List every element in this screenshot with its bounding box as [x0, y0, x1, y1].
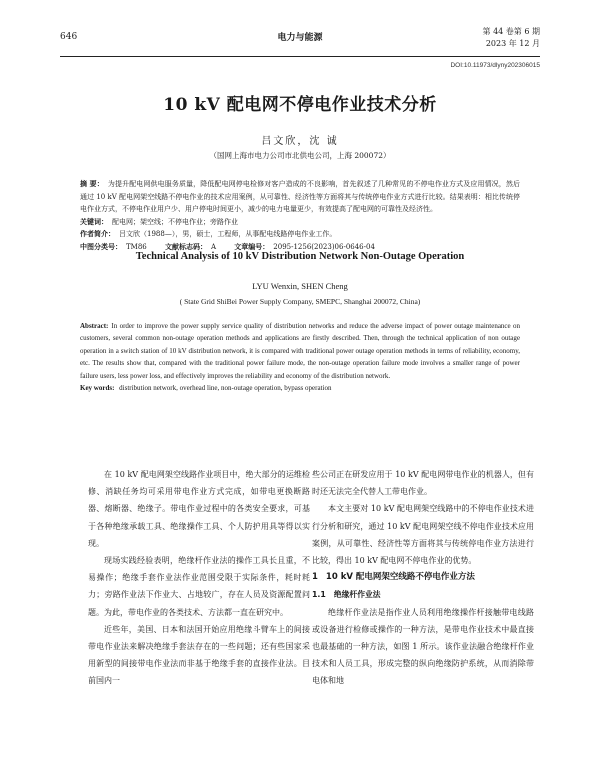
body-column-right [312, 466, 534, 690]
body-paragraph: 本文主要对 10 kV 配电网架空线路中的不停电作业技术进行分析和研究，通过 10 kV 配电网架空线不停电作业技术应用案例，从可靠性、经济性等方面将其与传统停电作业方法进行比较，得出 10 kV 配电网不停电作业的优势。 [312, 504, 534, 566]
section-heading [312, 569, 534, 586]
keywords-english [80, 382, 520, 394]
issue-date: 2023 年 12 月 [485, 39, 540, 48]
body-paragraph: 些公司正在研发应用于 10 kV 配电网带电作业的机器人，但有时还无法完全代替人工带电作业。 [312, 470, 534, 497]
authors-chinese: 吕文欣，沈 诚 [261, 136, 339, 147]
doc-code-item [165, 243, 216, 251]
body-paragraph: 近些年，美国、日本和法国开始应用绝缘斗臂车上的间接带电作业法来解决绝缘手套法存在的一些问题；还有些国家采用新型的间接带电作业法而非基于绝缘手套的直接作业法。目前国内一 [88, 624, 310, 686]
title-english: Technical Analysis of 10 kV Distribution Network Non-Outage Operation [135, 251, 465, 262]
clc-value: TM86 [126, 242, 147, 251]
body-paragraph: 绝缘杆作业法是指作业人员利用绝缘操作杆接触带电线路或设备进行检修或操作的一种方法，是带电作业技术中最直接也最基础的一种方法，如图 1 所示。该作业法融合绝缘杆作业技术和人员工具，形成完整的纵向绝缘防护系统，从而消除带电体和地 [312, 607, 534, 686]
subsection-heading [312, 586, 534, 603]
volume-issue: 第 44 卷第 6 期 [482, 27, 540, 36]
abstract-en-label: Abstract: [80, 322, 109, 330]
section-number: 1 [312, 572, 318, 583]
doi-link[interactable]: DOI:10.11973/dlyny202306015 [450, 62, 540, 69]
author-bio-label: 作者简介： [80, 230, 115, 239]
running-header [60, 26, 540, 56]
header-divider [60, 56, 540, 57]
journal-name: 电力与能源 [277, 33, 323, 43]
article-no-item [234, 243, 375, 251]
clc-item [80, 243, 147, 251]
article-no-label: 文章编号： [234, 242, 270, 251]
title-chinese: 10 kV 配电网不停电作业技术分析 [163, 95, 437, 115]
keywords-label: 关键词： [80, 217, 108, 226]
abstract-english [80, 320, 520, 394]
authors-english: LYU Wenxin, SHEN Cheng [252, 281, 348, 291]
doc-code-value: A [210, 242, 217, 251]
keywords-en-label: Key words: [80, 384, 115, 393]
author-bio [80, 228, 520, 241]
body-paragraph: 在 10 kV 配电网架空线路作业项目中，绝大部分的运维检修、消缺任务均可采用带电作业方式完成，如带电更换断路器、熔断器、绝缘子。带电作业过程中的各类安全要求，可基于各种绝缘承载工具、绝缘操作工具、个人防护用具等得以实现。 [88, 470, 310, 548]
doc-code-label: 文献标志码： [164, 242, 207, 251]
volume-info [483, 26, 540, 50]
body-paragraph: 现场实践经验表明，绝缘杆作业法的操作工具长且重，不易操作；绝缘手套作业法作业范围受限于实际条件，耗时耗力；旁路作业法下作业大、占地较广，存在人员及资源配置问题。为此，带电作业的各类技术、方法都一直在研究中。 [88, 556, 310, 617]
author-bio-text: 吕文欣（1988—），男，硕士，工程师，从事配电线路停电作业工作。 [119, 230, 337, 239]
clc-label: 中图分类号： [80, 242, 122, 251]
abstract-chinese [80, 178, 520, 254]
body-column-left [88, 466, 310, 690]
section-title: 10 kV 配电网架空线路不停电作业方法 [325, 572, 475, 583]
abstract-chinese-body [80, 178, 520, 216]
abstract-en-text: In order to improve the power supply service quality of distribution networks and reduce the adverse impact of power outage maintenance on customers, several common non-outage operation methods and applications are firstly described. Then, through the technical application of non outage operation in a switch station of 10 kV distribution network, it is compared with traditional power outage operation methods in terms of reliability, economy, etc. The results show that, compared with the traditional power failure mode, the non-outage operation failure mode involves a smaller range of power failure users, less power loss, and effectively improves the reliability and economy of the distribution network. [80, 322, 520, 380]
keywords-text: 配电网；架空线；不停电作业；旁路作业 [112, 217, 238, 226]
subsection-number: 1.1 [312, 590, 326, 600]
abstract-label: 摘 要： [80, 180, 104, 188]
article-no-value: 2095-1256(2023)06-0646-04 [273, 242, 375, 251]
abstract-text: 为提升配电网供电服务质量，降低配电网停电检修对客户造成的不良影响，首先叙述了几种常见的不停电作业方式及应用情况，然后通过 10 kV 配电网架空线路不停电作业的技术应用案例，从可靠性、经济性等方面将其与传统停电作业方式进行比较。结果表明：相比传统停电作业方式，不停电作业用户少、用户停电时间更小，减少的电力电量更少，有效提高了配电网的可靠性及经济性。 [80, 180, 521, 214]
abstract-english-body [80, 320, 520, 382]
page-number: 646 [60, 32, 78, 42]
affiliation-chinese: （国网上海市电力公司市北供电公司，上海 200072） [209, 151, 391, 160]
keywords-en-text: distribution network, overhead line, non-outage operation, bypass operation [119, 384, 332, 393]
keywords-chinese [80, 216, 520, 229]
affiliation-english: ( State Grid ShiBei Power Supply Company, SMEPC, Shanghai 200072, China) [179, 297, 421, 306]
subsection-title: 绝缘杆作业法 [333, 590, 381, 600]
